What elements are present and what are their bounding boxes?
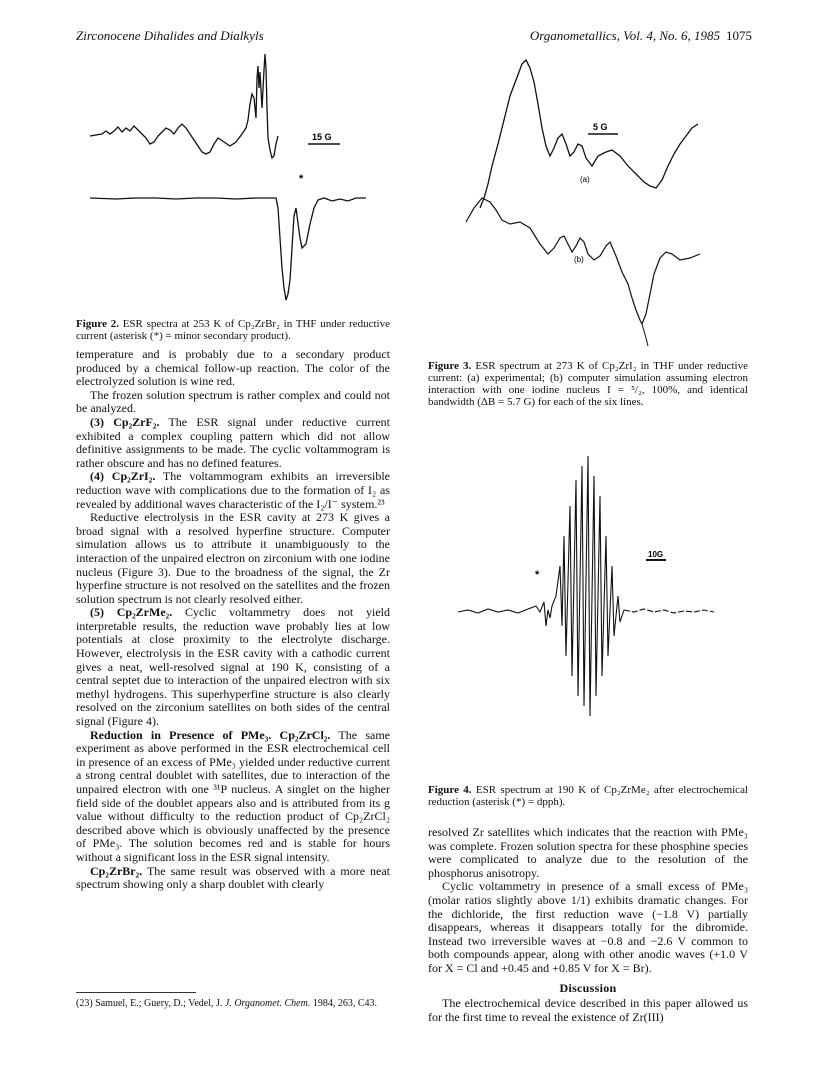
running-header-left: Zirconocene Dihalides and Dialkyls	[76, 28, 264, 43]
section-head-cp2zrme2: (5) Cp₂ZrMe₂.	[90, 605, 173, 620]
left-column-text	[76, 348, 390, 892]
left-paragraph-6	[76, 606, 390, 728]
left-paragraph-3	[76, 416, 390, 470]
figure-2-caption	[76, 318, 390, 342]
left-paragraph-6-text: Cyclic voltammetry does not yield interpretable results, the reduction wave probably lies at low potentials at close proximity to the electrolyte discharge. However, electrolysis in the ESR cavity with a cathodic current gives a neat, well-resolved signal at 190 K, consisting of a central septet due to interaction of the unpaired electron with six methyl hydrogens. This superhyperfine structure is also clearly resolved on the zirconium satellites on both sides of the central signal (Figure 4).	[76, 605, 390, 729]
figure-4-spectrum	[428, 426, 748, 776]
fig3-caption-label: Figure 3.	[428, 360, 472, 372]
left-paragraph-5: Reductive electrolysis in the ESR cavity at 273 K gives a broad signal with a resolved hyperfine structure. Computer simulation allows us to attribute it unambiguously to the interaction of the unpaired electron on zirconium with one iodine nucleus (Figure 3). Due to the broadness of the signal, the Zr hyperfine structure is not resolved on the satellites and the frozen solution spectrum is not clearly resolved either.	[76, 510, 390, 606]
footnote-text-before: (23) Samuel, E.; Guery, D.; Vedel, J.	[76, 998, 225, 1009]
journal-citation: Organometallics, Vol. 4, No. 6, 1985	[529, 28, 720, 43]
right-paragraph-1: resolved Zr satellites which indicates that the reaction with PMe₃ was complete. Frozen solution spectra for these phosphine species were complicated to analyze due to the resolution of the phosphorus anisotropy.	[428, 825, 748, 880]
footnote-text-after: 1984, 263, C43.	[310, 998, 377, 1009]
fig2-caption-label: Figure 2.	[76, 318, 119, 330]
fig2-trace-lower	[90, 198, 366, 300]
figure-2	[76, 48, 396, 312]
figure-4-caption	[428, 784, 748, 808]
fig4-scale-label: 10G	[648, 550, 664, 559]
figure-2-spectrum	[76, 48, 396, 312]
fig4-baseline-left	[458, 602, 552, 626]
fig2-asterisk: *	[299, 173, 304, 185]
fig4-asterisk: *	[535, 569, 540, 581]
left-paragraph-4	[76, 470, 390, 511]
fig2-trace-upper	[90, 54, 278, 158]
figure-3-spectrum	[460, 48, 720, 354]
left-paragraph-3-text: The ESR signal under reductive current exhibited a complex coupling pattern which did not allow definitive assignments to be made. The cyclic voltammogram is rather obscure and has no defined features.	[76, 414, 390, 470]
left-paragraph-7-text: The same experiment as above performed in the ESR electrochemical cell in presence of an excess of PMe₃ yielded under reductive current a strong central doublet with satellites, due to interaction of the unpaired electron with one ³¹P nucleus. A singlet on the higher field side of the doublet appears also and is attributed from its g value without difficulty to the reduction product of Cp₂ZrCl₂ described above which is obviously unaffected by the presence of PMe₃. The solution becomes red and is stable for hours without a significant loss in the ESR signal intensity.	[76, 727, 390, 864]
left-paragraph-7	[76, 729, 390, 865]
figure-3-caption	[428, 360, 748, 408]
fig4-caption-label: Figure 4.	[428, 784, 472, 796]
fig2-scale-label: 15 G	[312, 132, 332, 142]
section-heading-discussion: Discussion	[559, 980, 617, 995]
left-paragraph-8	[76, 865, 390, 892]
right-column-text	[428, 826, 748, 1024]
fig3-caption-text: ESR spectrum at 273 K of Cp₂ZrI₂ in THF under reductive current: (a) experimental; (b) computer simulation assuming electron interaction with one iodine nucleus I = ⁵/₂, 100%, and identical bandwidth (ΔB = 5.7 G) for each of the six lines.	[428, 360, 748, 408]
running-header-right	[530, 28, 752, 44]
fig3-trace-tail	[642, 324, 648, 346]
footnote-journal: J. Organomet. Chem.	[224, 998, 311, 1009]
figure-4	[428, 426, 748, 776]
footnote-23	[76, 998, 390, 1009]
fig4-baseline-right	[624, 609, 714, 613]
fig4-septet	[552, 456, 624, 716]
right-paragraph-2: Cyclic voltammetry in presence of a small excess of PMe₃ (molar ratios slightly above 1/1) exhibits dramatic changes. For the dichloride, the first reduction wave (−1.8 V) partially disappears, whereas it disappears totally for the dibromide. Instead two irreversible waves at −0.8 and −2.6 V common to both compounds appear, along with other anodic waves (+1.0 V for X = Cl and +0.45 and +0.85 V for X = Br).	[428, 879, 748, 975]
footnote-rule	[76, 992, 196, 993]
section-head-pme3-cp2zrcl2: Reduction in Presence of PMe₃. Cp₂ZrCl₂.	[90, 727, 331, 742]
left-paragraph-1: temperature and is probably due to a secondary product produced by a chemical follow-up reaction. The color of the electrolyzed solution is wine red.	[76, 347, 390, 389]
fig4-caption-text: ESR spectrum at 190 K of Cp₂ZrMe₂ after electrochemical reduction (asterisk (*) = dpph).	[428, 784, 749, 808]
left-paragraph-4-text: The voltammogram exhibits an irreversible reduction wave with complications due to the formation of I₂ as revealed by additional waves characteristic of the I₂/I⁻ system.²³	[76, 469, 390, 511]
fig2-caption-text: ESR spectra at 253 K of Cp₂ZrBr₂ in THF under reductive current (asterisk (*) = minor secondary product).	[76, 318, 390, 342]
fig3-label-b: (b)	[574, 255, 584, 264]
section-head-cp2zri2: (4) Cp₂ZrI₂.	[90, 469, 156, 484]
page-number: 1075	[726, 28, 752, 43]
figure-3	[460, 48, 720, 354]
section-head-cp2zrbr2: Cp₂ZrBr₂.	[90, 863, 143, 878]
left-paragraph-2: The frozen solution spectrum is rather complex and could not be analyzed.	[76, 387, 390, 416]
left-paragraph-8-text: The same result was observed with a more neat spectrum showing only a sharp doublet with clearly	[76, 863, 390, 892]
section-head-cp2zrf2: (3) Cp₂ZrF₂.	[90, 414, 160, 429]
fig3-scale-label: 5 G	[593, 122, 608, 132]
right-paragraph-3: The electrochemical device described in this paper allowed us for the first time to reveal the existence of Zr(III)	[428, 996, 748, 1024]
fig3-label-a: (a)	[580, 175, 590, 184]
